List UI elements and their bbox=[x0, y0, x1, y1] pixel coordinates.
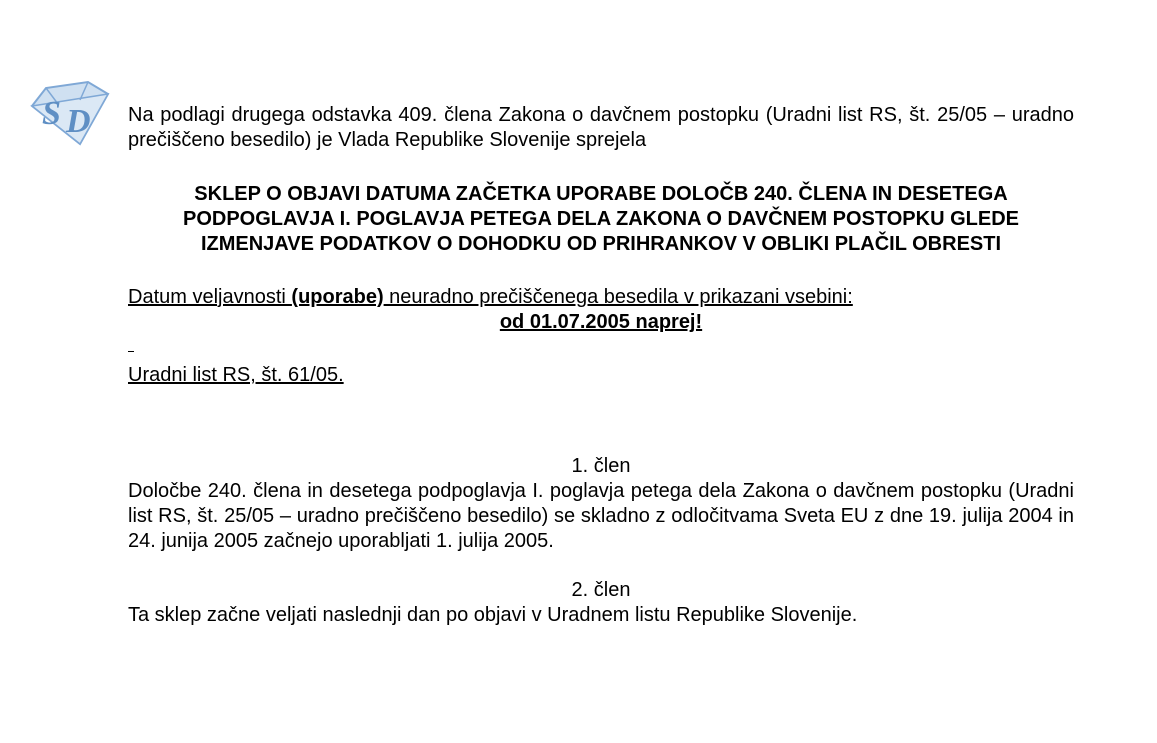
article-1-text: Določbe 240. člena in desetega podpoglavja I. poglavja petega dela Zakona o davčnem postopku (Uradni list RS, št. 25/05 – uradno prečiščeno besedilo) se skladno z odločitvama Sveta EU z dne 19. julija 2004 in 24. junija 2005 začnejo uporabljati 1. julija 2005. bbox=[128, 480, 1074, 552]
article-2-heading: 2. člen bbox=[571, 579, 631, 601]
validity-bold: (uporabe) bbox=[291, 286, 384, 308]
svg-text:S: S bbox=[42, 95, 61, 132]
document-page bbox=[128, 103, 1074, 628]
document-title: SKLEP O OBJAVI DATUMA ZAČETKA UPORABE DOLOČB 240. ČLENA IN DESETEGA PODPOGLAVJA I. POGLAVJA PETEGA DELA ZAKONA O DAVČNEM POSTOPKU GLEDE IZMENJAVE PODATKOV O DOHODKU OD PRIHRANKOV V OBLIKI PLAČIL OBRESTI bbox=[182, 183, 1019, 255]
validity-date: od 01.07.2005 naprej! bbox=[499, 311, 703, 333]
sd-diamond-logo-icon bbox=[28, 78, 114, 152]
validity-prefix: Datum veljavnosti bbox=[128, 286, 292, 308]
article-2-text: Ta sklep začne veljati naslednji dan po objavi v Uradnem listu Republike Slovenije. bbox=[128, 604, 858, 626]
article-1-heading: 1. člen bbox=[571, 455, 631, 477]
underline-mark bbox=[128, 349, 1074, 361]
intro-paragraph: Na podlagi drugega odstavka 409. člena Zakona o davčnem postopku (Uradni list RS, št. 25/05 – uradno prečiščeno besedilo) je Vlada Republike Slovenije sprejela bbox=[128, 104, 1074, 151]
validity-suffix: neuradno prečiščenega besedila v prikazani vsebini: bbox=[383, 286, 853, 308]
gazette-reference: Uradni list RS, št. 61/05. bbox=[128, 364, 344, 386]
validity-line bbox=[128, 285, 1074, 310]
svg-text:D: D bbox=[66, 103, 91, 140]
